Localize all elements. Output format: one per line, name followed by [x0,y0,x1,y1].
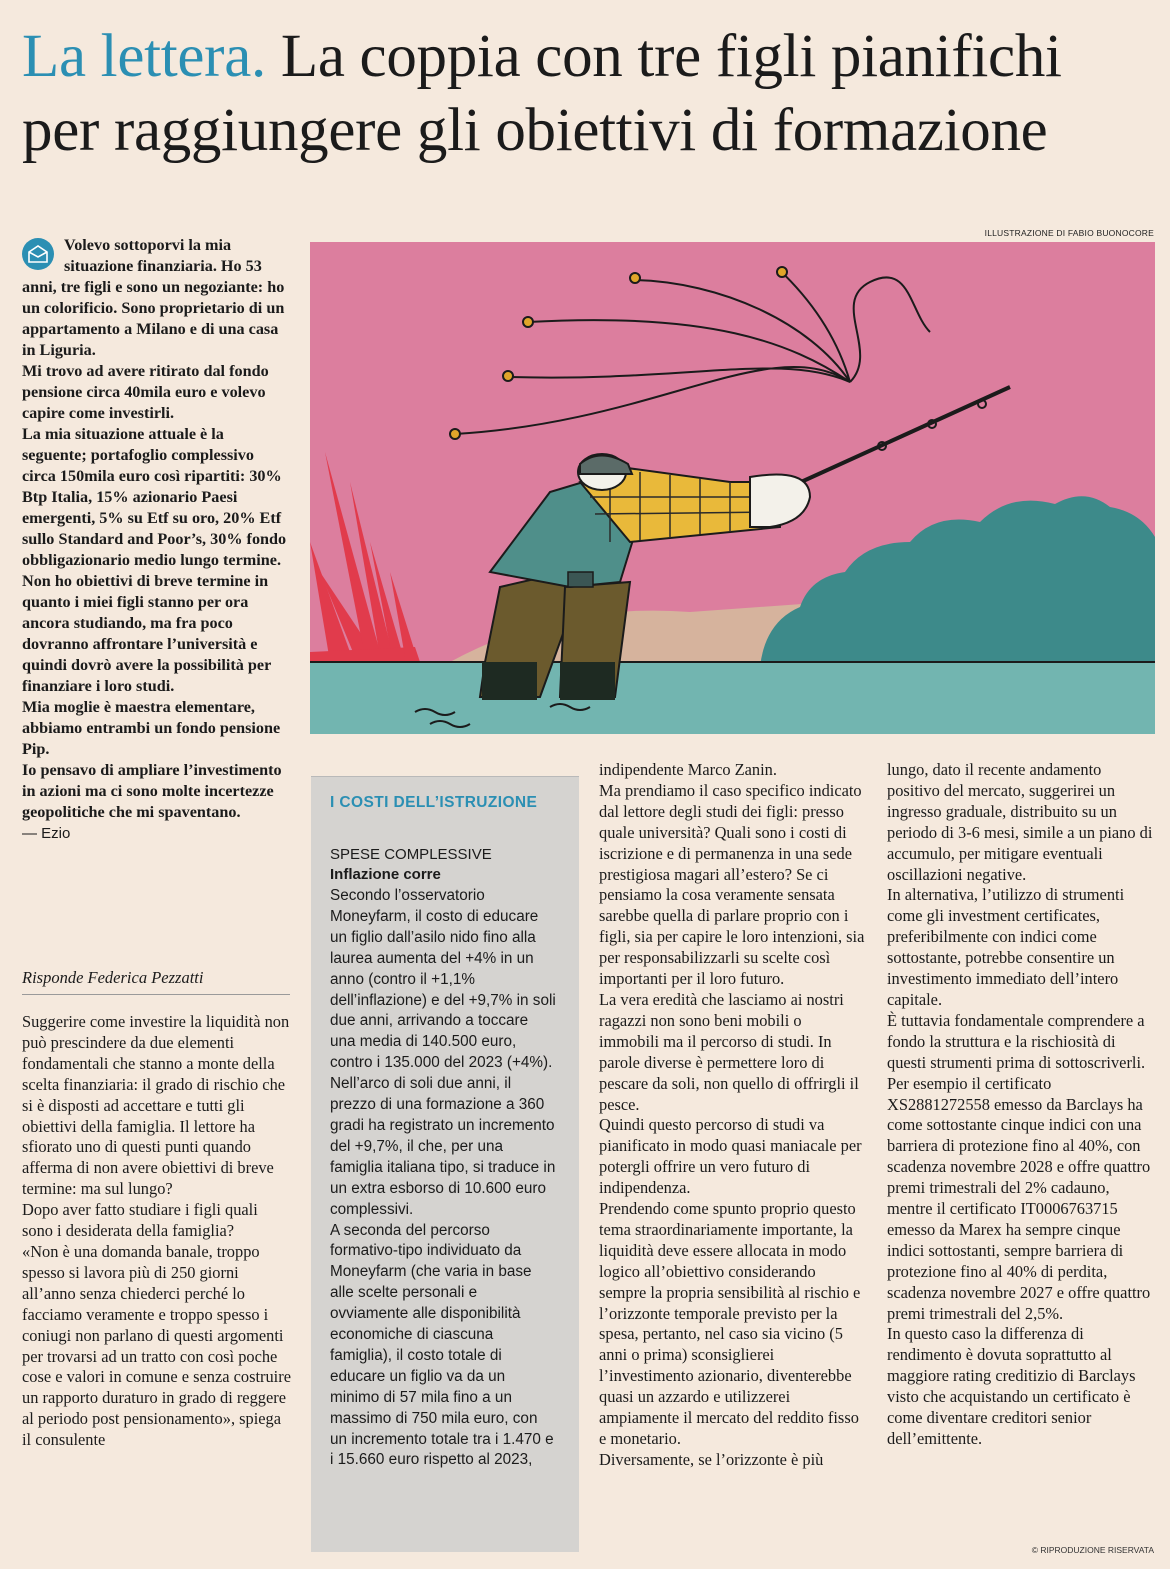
water [310,662,1155,734]
letter-paragraph: La mia situazione attuale è la seguente; portafoglio complessivo circa 150mila euro così ripartiti: 30% Btp Italia, 15% azionario Paesi emergenti, 5% su Etf su oro, 20% Etf sullo Standard and Poor’s, 30% fondo obbligazionario medio lungo termine. [22,425,287,569]
answer-column-1 [22,1012,292,1451]
answer-paragraph: In alternativa, l’utilizzo di strumenti come gli investment certificates, preferibilmente con indici come sottostante, potrebbe consentire un investimento immediato dell’intero capitale. [887,885,1125,1009]
box-paragraph: A seconda del percorso formativo-tipo individuato da Moneyfarm (che varia in base alle scelte personali e ovviamente alle disponibilità economiche di ciascuna famiglia), il costo totale di educare un figlio va da un minimo di 57 mila fino a un massimo di 750 mila euro, con un incremento totale tra i 1.470 e i 15.660 euro rispetto al 2023, [330,1221,554,1469]
answer-paragraph: lungo, dato il recente andamento positivo del mercato, suggerirei un ingresso graduale, distribuito su un periodo di 3-6 mesi, simile a un piano di accumulo, per mitigare eventuali oscillazioni negative. [887,760,1153,884]
fisherman-illustration [310,242,1155,734]
box-body [330,886,556,1471]
headline-title: La coppia con tre figli pianifichi per raggiungere gli obiettivi di formazione [22,23,1062,164]
answer-paragraph: È tuttavia fondamentale comprendere a fondo la struttura e la rischiosità di questi strumenti prima di sottoscriverli. [887,1010,1146,1072]
answer-paragraph: «Non è una domanda banale, troppo spesso si lavora più di 250 giorni all’anno senza chiederci perché lo facciamo veramente e troppo spesso i coniugi non parlano di questi argomenti per trovarsi ad un tratto con così poche cose e valori in comune e senza costruire un rapporto duraturo in grado di reggere al periodo post pensionamento», spiega il consulente [22,1241,291,1450]
answer-paragraph: Per esempio il certificato XS2881272558 emesso da Barclays ha come sottostante cinque indici con una barriera di protezione fino al 40%, con scadenza novembre 2028 e offre quattro premi trimestrali del 2% cadauno, mentre il certificato IT0006763715 emesso da Marex ha sempre cinque indici sottostanti, sempre barriera di protezione fino al 40% di perdita, scadenza novembre 2027 e offre quattro premi trimestrali del 2,5%. [887,1073,1151,1323]
mail-icon [22,238,54,270]
headline [22,20,1152,168]
letter-paragraph: Volevo sottoporvi la mia situazione finanziaria. Ho 53 anni, tre figli e sono un negoziante: ho un colorificio. Sono proprietario di un appartamento a Milano e di una casa in Liguria. [22,236,285,359]
reader-letter [22,235,290,844]
letter-paragraph: Non ho obiettivi di breve termine in quanto i miei figli stanno per ora ancora studiando, ma fra poco dovranno affrontare l’università e quindi dovrò avere la possibilità per finanziare i loro studi. [22,572,272,695]
letter-paragraph: Mi trovo ad avere ritirato dal fondo pensione circa 40mila euro e volevo capire come investirli. [22,362,269,422]
answer-paragraph: indipendente Marco Zanin. [599,760,777,779]
letter-paragraph: Mia moglie è maestra elementare, abbiamo entrambi un fondo pensione Pip. [22,698,281,758]
answer-column-2 [599,760,865,1471]
education-costs-box [311,776,579,1552]
answer-paragraph: Suggerire come investire la liquidità non può prescindere da due elementi fondamentali che stanno a monte della scelta finanziaria: il grado di rischio che si è disposti ad accettare e tutti gli obiettivi della famiglia. Il lettore ha sfiorato uno di questi punti quando afferma di non avere obiettivi di breve termine: ma sul lungo? [22,1012,290,1199]
letter-paragraph: Io pensavo di ampliare l’investimento in azioni ma ci sono molte incertezze geopolitiche che mi spaventano. [22,761,282,821]
headline-kicker: La lettera. [22,23,266,90]
answer-paragraph: Ma prendiamo il caso specifico indicato dal lettore degli studi dei figli: presso quale università? Quali sono i costi di iscrizione e di permanenza in una sede prestigiosa magari all’estero? Se ci pensiamo la cosa veramente sensata sarebbe quella di parlare proprio con i figli, sia per capire le loro intenzioni, sia per responsabilizzarli su scelte così importanti per il loro futuro. [599,780,865,989]
box-kicker: SPESE COMPLESSIVE [330,846,492,863]
answer-paragraph: Diversamente, se l’orizzonte è più [599,1449,824,1469]
answer-paragraph: In questo caso la differenza di rendimento è dovuta soprattutto al maggiore rating creditizio di Barclays visto che acquistando un certificato è come diventare creditori senior dell’emittente. [887,1324,1136,1448]
illustration-credit: ILLUSTRAZIONE DI FABIO BUONOCORE [984,228,1154,238]
box-paragraph: Secondo l’osservatorio Moneyfarm, il costo di educare un figlio dall’asilo nido fino alla laurea aumenta del +4% in un anno (contro il +1,1% dell’inflazione) e del +9,7% in soli due anni, arrivando a toccare una media di 140.500 euro, contro i 135.000 del 2023 (+4%). Nell’arco di soli due anni, il prezzo di una formazione a 360 gradi ha registrato un incremento del +9,7%, il che, per una famiglia italiana tipo, si traduce in un extra esborso di 10.600 euro complessivi. [330,887,556,1218]
answer-paragraph: Dopo aver fatto studiare i figli quali sono i desiderata della famiglia? [22,1200,258,1241]
box-title: I COSTI DELL’ISTRUZIONE [330,794,538,811]
answer-paragraph: Prendendo come spunto proprio questo tema straordinariamente importante, la liquidità deve essere allocata in modo logico all’obiettivo considerando sempre la propria sensibilità al rischio e l’orizzonte temporale previsto per la spesa, pertanto, nel caso sia vicino (5 anni o prima) sconsiglierei l’investimento azionario, diventerebbe quasi un azzardo e utilizzerei ampiamente il mercato del reddito fisso e monetario. [599,1199,861,1448]
box-subtitle: Inflazione corre [330,866,441,883]
answer-column-3 [887,760,1155,1450]
responds-byline: Risponde Federica Pezzatti [22,968,290,995]
answer-paragraph: La vera eredità che lasciamo ai nostri ragazzi non sono beni mobili o immobili ma il percorso di studi. In parole diverse è permettere loro di pescare da soli, non quello di offrirgli il pesce. [599,989,859,1114]
copyright-notice: © RIPRODUZIONE RISERVATA [1031,1545,1154,1555]
letter-signature: — Ezio [22,825,71,842]
answer-paragraph: Quindi questo percorso di studi va pianificato in modo quasi maniacale per potergli offrire un vero futuro di indipendenza. [599,1115,862,1198]
